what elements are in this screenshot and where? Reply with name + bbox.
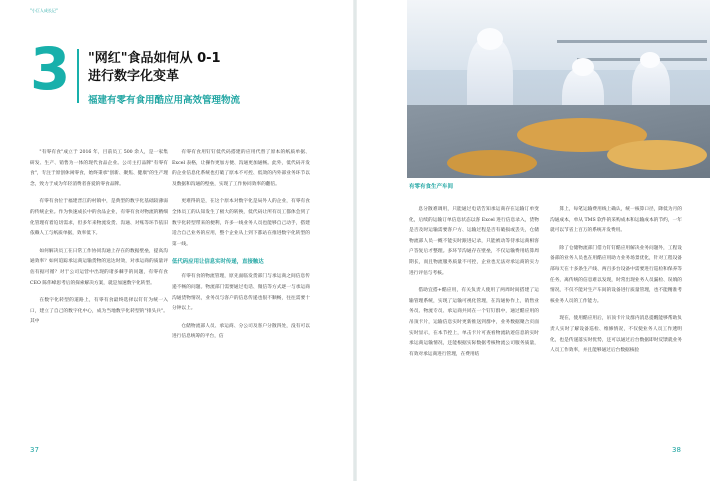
chapter-title-line1: "网红"食品如何从 0-1 <box>88 51 221 66</box>
paragraph: "有零有食"成立于 2016 年，目前员工 500 余人，是一家集研发、生产、销售为一体的现代食品企业。公司主打品牌"有零有食"，专注于原创休闲零食，始终秉承"创新、聚焦、健康"的生产理念，致力于成为年轻消费者喜爱的零食品牌。 <box>30 150 168 187</box>
paragraph: 借助宜搭+酷应用，有关负责人使用了两周时间搭建了运输管理系统，实现了运输可视化管理，在沟通协作上，销售业务员、物流专员、承运商共同在一个钉钉群中，通过酷应用的吊顶卡片，运输信息实时更新推送到群中，业务数据聚合页面实时显示，在本节控上，单击卡片可查看物流轨迹信息的实时承运商运输情况，还能根据实际数据考核物流公司服务质量，有效对承运商进行管理，在费用结 <box>409 288 539 357</box>
paragraph: 有零有食的物流管理，原先面临发货部门与承运商之间信息传递不畅的问题。物流部门需要通过电话、微信等方式逐一与承运商沟通货物情况，业务员与客户的信息传递也很不顺畅，往往需要十分钟以上。 <box>172 274 310 312</box>
photo-snack-pile <box>607 140 707 170</box>
photo-shelf <box>557 40 707 43</box>
photo-snack-pile <box>447 150 537 176</box>
chapter-number: 3 <box>30 35 71 103</box>
section-heading: 低代码应用让信息实时传递，直接触达 <box>172 259 264 266</box>
paragraph: 有零有食位于福建晋江的村镇中，是典型的数字化基础较薄弱的传统企业。作为快速成长中的食品企业，有零有食对物流的精细化管理有着迫切需求，但多年来物流发货、沟通、对账等环节依旧依赖人工与纸质单据，效率低下。 <box>30 199 168 237</box>
text-column-1 <box>30 148 168 433</box>
photo-worker-cap <box>572 58 594 76</box>
paragraph: 算上，每笔运输费用线上确认，统一核算口径，降低为月的沟通成本，单从 TMS 软件的采购成本和运输成本的节约，一年就可以节省上百万的系统开发费用。 <box>550 207 682 234</box>
paragraph: 更难得的是，在这个原本对数字化是局外人的企业，有零有食全体员工的认知发生了极大的转换，低代码让所有员工都体会到了数字化转型带来的便利，许多一线业务人员也能够自己动手，搭建适合自己业务的应用，整个企业从上到下都站在推进数字化转型的第一线。 <box>172 199 310 247</box>
left-running-header: "小巨人成长记" <box>30 8 58 13</box>
left-page-number: 37 <box>30 446 39 454</box>
photo-caption: 有零有食生产车间 <box>409 184 454 190</box>
chapter-title <box>88 50 221 86</box>
title-accent-bar <box>77 49 79 103</box>
paragraph: 现在，使用酷应用后，吊顶卡片及群内消息提醒能够帮助负责人实时了解设备巡检、维修情况，不仅使业务人员工作透明化，也是传递落实时优势，还可以通过后台数据即时反馈就业务人员工作效率，并且能够通过后台数据核验 <box>550 316 682 354</box>
text-column-3 <box>409 205 539 433</box>
photo-worker-cap <box>477 28 503 50</box>
right-page-number: 38 <box>672 446 681 454</box>
factory-workshop-photo <box>407 0 710 178</box>
paragraph: 有零有食用钉钉低代码搭建的应用代替了原本的纸质单据、Excel 表格，让操作更加方便、沟通更加通畅。此外，低代码开发的企业信息化系统也打破了原本不可控、低效的内外部业务环节以及数据和沟通的壁垒，实现了工作协同效率的翻倍。 <box>172 150 310 187</box>
chapter-subtitle: 福建有零有食用酷应用高效管理物流 <box>88 95 241 106</box>
text-column-4 <box>550 205 682 433</box>
paragraph: 息分散难调用，只能通过电话告知承运商存在运输订单变化，后续的运输订单信息状态以客 Excel 进行信息录入，货物是否及时运输需要客户方、运输过程是否有破损或丢失，仓储物流部人员一概不能实时跟进记录，只能被动等待承运商相客户答复后才整理。多环节沟通存在壁垒，不仅运输费用结算周期长，而且物流服务质量不可控，企业也无法对承运商的实力进行评估与考核。 <box>409 207 539 276</box>
text-column-2 <box>172 148 310 433</box>
book-spine <box>353 0 357 481</box>
paragraph: 如何解决员工在日常工作协同沟通上存在的数据壁垒，提高沟通效率？如何追踪承运商运输货物的送达时效，对承运商的质量评估有据可循？对于公司运营中出现的诸多棘手的问题，有零有食 CEO 陈伟峰思考后的探索解决方案，就是加速数字化转型。 <box>30 248 168 286</box>
paragraph: 除了仓储物流部门借力钉钉酷应用解决业务问题外，工程设备部的业务人员也在用酷应用助力业务场景优化，针对工程设备部每天在十多条生产线、两百多台设备中需要进行巡检和保养等任务，离传统的信息难以发现，时常出现业务人员漏检、误填的情况，不仅不能对生产车间的设备进行质量管理，也不能精准考核业务人员的工作能力。 <box>550 245 682 304</box>
paragraph: 在数字化转型的道路上，有零有食最终选择以钉钉为统一入口，建立了自己的数字化中心，成为当地数字化转型的"排头兵"。其中 <box>30 298 168 325</box>
chapter-title-line2: 进行数字化变革 <box>88 69 180 84</box>
photo-worker-cap <box>640 52 660 68</box>
paragraph: 仓储物流部人员、承运商、分公司及客户分散四处，没有可以进行信息统筹的平台，信 <box>172 323 310 340</box>
